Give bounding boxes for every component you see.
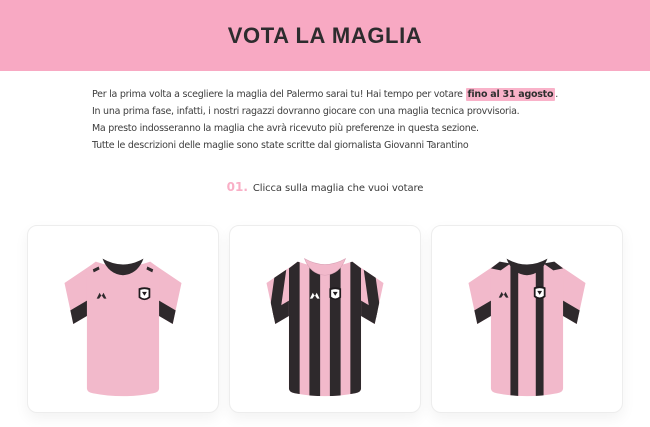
step-instruction: [0, 180, 650, 194]
jersey-card-2[interactable]: [229, 225, 421, 413]
jersey-card-1[interactable]: [27, 225, 219, 413]
palermo-crest: [139, 287, 151, 300]
step-label: Clicca sulla maglia che vuoi votare: [252, 183, 424, 194]
palermo-crest: [534, 286, 546, 299]
jersey-wide-stripes-image: [251, 246, 399, 402]
jersey-solid-pink-image: [49, 246, 197, 402]
header-band: [0, 0, 650, 71]
deadline-highlight: fino al 31 agosto: [467, 89, 554, 100]
intro-line-3: Ma presto indosseranno la maglia che avrà ricevuto più preferenze in questa sezione.: [91, 123, 479, 134]
intro-paragraph: [92, 86, 558, 154]
jersey-double-pinstripe-image: [453, 246, 601, 402]
intro-line-4: Tutte le descrizioni delle maglie sono state scritte dal giornalista Giovanni Tarantino: [91, 140, 469, 151]
intro-line-2: In una prima fase, infatti, i nostri ragazzi dovranno giocare con una maglia tecnica provvisoria.: [91, 106, 520, 117]
palermo-crest: [329, 287, 341, 300]
intro-line-1: Per la prima volta a scegliere la maglia del Palermo sarai tu! Hai tempo per votare fino al 31 agosto .: [91, 89, 559, 100]
jersey-card-3[interactable]: [431, 225, 623, 413]
page-title: VOTA LA MAGLIA: [227, 22, 423, 48]
jersey-card-row: [0, 225, 650, 413]
step-number: 01.: [226, 180, 248, 194]
